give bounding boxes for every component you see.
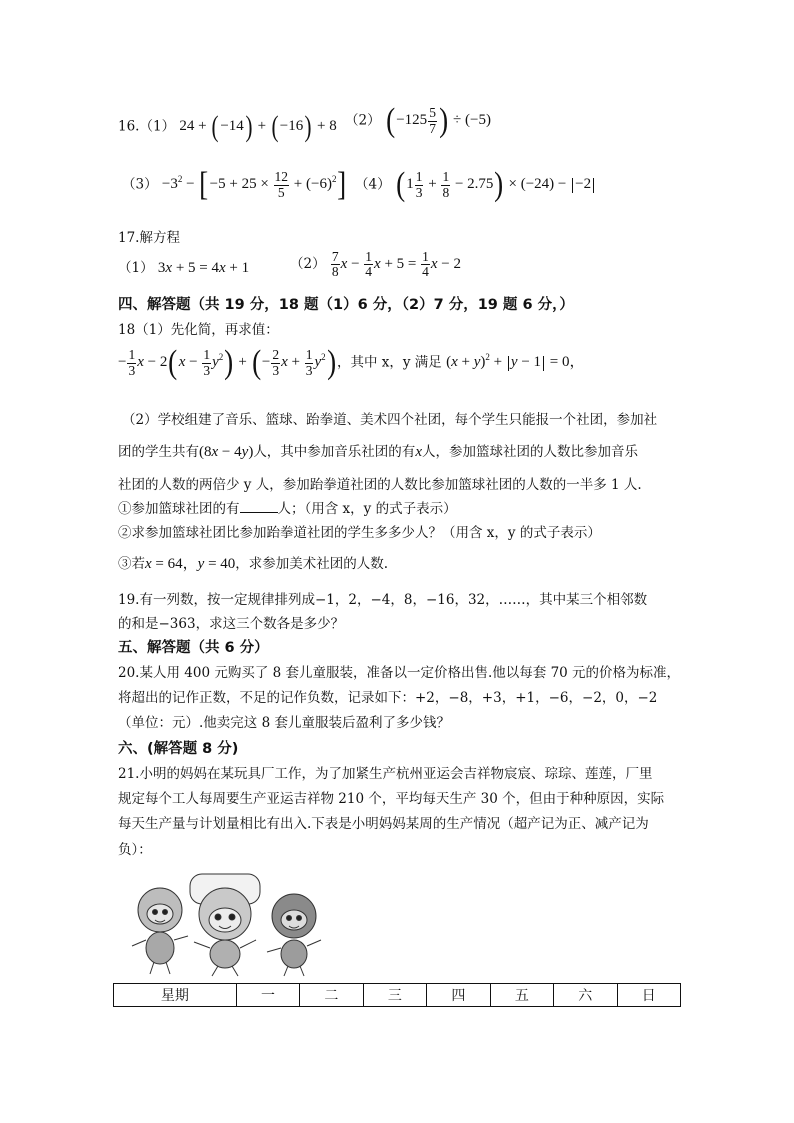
q18-values: x = 64，y = 40 bbox=[145, 556, 236, 572]
section5-heading: 五、解答题（共 6 分） bbox=[118, 640, 269, 656]
answer-blank[interactable] bbox=[240, 500, 278, 513]
q16-row1: 16.（1） 24 + ( −14) + ( −16) + 8 bbox=[118, 110, 337, 143]
q18-sub1: ①参加篮球社团的有 人；（用含 x，y 的式子表示） bbox=[118, 501, 457, 517]
q21-line3: 每天生产量与计划量相比有出入.下表是小明妈妈某周的生产情况（超产记为正、减产记为 bbox=[118, 816, 649, 832]
weekday-table bbox=[113, 983, 681, 1007]
q18-part1: 18（1）先化简，再求值： bbox=[118, 322, 279, 338]
mascots-illustration bbox=[122, 870, 342, 980]
q19-line2: 的和是−363，求这三个数各是多少？ bbox=[118, 616, 345, 632]
q17-eq1: 3x + 5 = 4x + 1 bbox=[157, 260, 250, 276]
q18-sub2: ②求参加篮球社团比参加跆拳道社团的学生多多少人？（用含 x，y 的式子表示） bbox=[118, 525, 601, 541]
q18-condition: ，其中 x，y 满足 bbox=[336, 354, 442, 371]
q18-total-expr: (8x − 4y) bbox=[199, 444, 254, 460]
q18-part2-line3: 社团的人数的两倍少 y 人，参加跆拳道社团的人数比参加篮球社团的人数的一半多 1 人. bbox=[118, 477, 642, 493]
q16-expr4: (1 $\frac{1}{3}$ + $\frac{1}{8}$ − 2.75) × (−24) − −2 bbox=[395, 176, 596, 192]
table-cell: 三 bbox=[363, 984, 426, 1007]
table-cell: 星期 bbox=[114, 984, 237, 1007]
table-cell: 二 bbox=[300, 984, 363, 1007]
q17-eq2: $\frac{7}{8}$ x − $\frac{1}{4}$ x + 5 = $\frac{1}{4}$ x − 2 bbox=[331, 249, 462, 280]
table-row bbox=[114, 984, 681, 1007]
q16-expr3: $-3^2 - [-5 + 25$ × $\frac{12}{5}$ + $(-6)^2$] bbox=[161, 166, 347, 203]
q18-part2-line2: 团的学生共有(8x − 4y)人，其中参加音乐社团的有x人，参加篮球社团的人数比参加音乐 bbox=[118, 444, 638, 460]
q18-sub3: ③若x = 64，y = 40，求参加美术社团的人数. bbox=[118, 556, 389, 572]
q17-row: （1） 3x + 5 = 4x + 1 bbox=[118, 260, 250, 276]
q21-line4: 负）： bbox=[118, 842, 152, 858]
mascot-left bbox=[132, 888, 188, 974]
q16-part4: （4） (1 $\frac{1}{3}$ + $\frac{1}{8}$ − 2.75) × (−24) − −2 bbox=[355, 168, 596, 202]
q18-var-x: x bbox=[415, 444, 422, 460]
table-cell: 一 bbox=[236, 984, 299, 1007]
section6-heading: 六、(解答题 8 分) bbox=[118, 741, 239, 757]
q20-line1: 20.某人用 400 元购买了 8 套儿童服装，准备以一定价格出售.他以每套 70 元的价格为标准， bbox=[118, 665, 681, 681]
q16-label: 16. bbox=[118, 118, 140, 135]
q17-title: 17.解方程 bbox=[118, 230, 180, 246]
table-cell: 四 bbox=[427, 984, 490, 1007]
table-cell: 日 bbox=[617, 984, 680, 1007]
q18-part2-line1: （2）学校组建了音乐、篮球、跆拳道、美术四个社团，每个学生只能报一个社团，参加社 bbox=[122, 412, 658, 428]
q16-expr1: 24 + ( −14) + ( −16) + 8 bbox=[179, 110, 337, 143]
q17-part2: （2） $\frac{7}{8}$ x − $\frac{1}{4}$ x + 5 = $\frac{1}{4}$ x − 2 bbox=[290, 249, 462, 280]
q16-part2: （2） (−125 $\frac{5}{7}$ ) ÷ (−5) bbox=[345, 102, 491, 139]
table-cell: 五 bbox=[490, 984, 553, 1007]
mascot-right bbox=[267, 894, 321, 976]
q21-line1: 21.小明的妈妈在某玩具厂工作，为了加紧生产杭州亚运会吉祥物宸宸、琮琮、莲莲，厂里 bbox=[118, 766, 653, 782]
q20-line3: （单位：元）.他卖完这 8 套儿童服装后盈利了多少钱？ bbox=[118, 715, 450, 731]
q21-line2: 规定每个工人每周要生产亚运吉祥物 210 个，平均每天生产 30 个，但由于种种原因，实际 bbox=[118, 791, 665, 807]
q16-expr2: (−125 $\frac{5}{7}$ ) ÷ (−5) bbox=[386, 102, 491, 139]
q18-condition-expr: $(x + y)^2 + y - 1 = 0$， bbox=[446, 352, 585, 371]
section4-heading: 四、解答题（共 19 分，18 题（1）6 分，（2）7 分，19 题 6 分，） bbox=[118, 297, 574, 313]
q18-expression-row bbox=[118, 346, 585, 380]
mascot-center bbox=[190, 874, 260, 976]
q20-line2: 将超出的记作正数，不足的记作负数，记录如下：+2，−8，+3，+1，−6，−2，0，−2 bbox=[118, 690, 658, 706]
q18-expr: − $\frac{1}{3}$ x − 2(x − $\frac{1}{3}$ $y^2$) + (− $\frac{2}{3}$ x + $\frac{1}{3}$ $y^2$) bbox=[118, 344, 336, 381]
q19-line1: 19.有一列数，按一定规律排列成−1，2，−4，8，−16，32，……，其中某三个相邻数 bbox=[118, 592, 648, 608]
table-cell: 六 bbox=[554, 984, 617, 1007]
q16-row2: $(3) -3^2 - [-5 + 25$ × $\frac{12}{5}$ + $(-6)^2$] bbox=[122, 166, 347, 203]
